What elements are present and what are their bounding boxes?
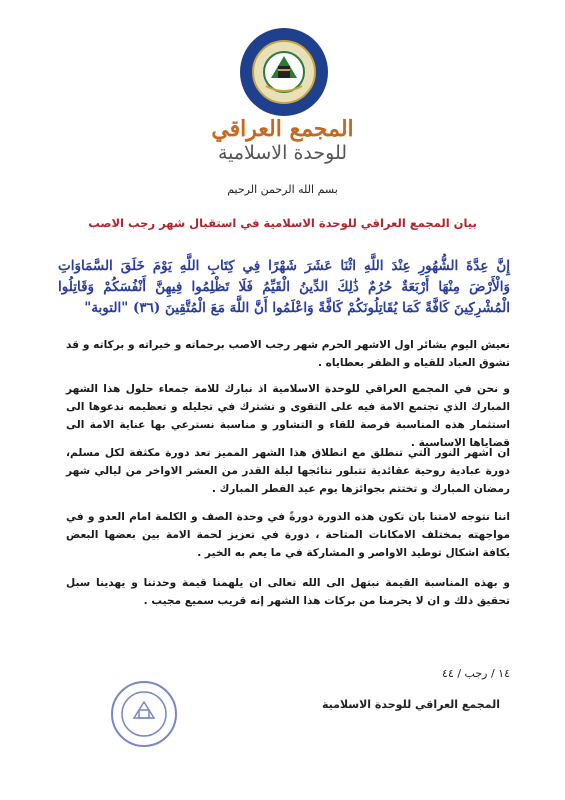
issue-date: ١٤ / رجب / ٤٤: [442, 667, 510, 680]
signature-line: المجمع العراقي للوحدة الاسلامية: [321, 698, 500, 711]
paragraph-3: ان اشهر النور التي تنطلق مع انطلاق هذا الشهر المميز تعد دورة مكثفة لكل مسلم، دورة عبادية روحية عقائدية تتبلور نتائجها ليلة القدر من العشر الاواخر من ليالي شهر رمضان المبارك و تختتم بجوائزها يوم عيد الفطر المبارك .: [66, 447, 510, 495]
statement-title: بيان المجمع العراقي للوحدة الاسلامية في استقبال شهر رجب الاصب: [88, 216, 477, 230]
organization-logo: [238, 26, 330, 118]
quran-verse: إِنَّ عِدَّةَ الشُّهُورِ عِنْدَ اللَّهِ اثْنَا عَشَرَ شَهْرًا فِي كِتَابِ اللَّهِ يَوْمَ خَلَقَ السَّمَاوَاتِ وَالْأَرْضَ مِنْهَا أَرْبَعَةٌ حُرُمٌ ذَٰلِكَ الدِّينُ الْقَيِّمُ فَلَا تَظْلِمُوا فِيهِنَّ أَنْفُسَكُمْ وَقَاتِلُوا الْمُشْرِكِينَ كَافَّةً كَمَا يُقَاتِلُونَكُمْ كَافَّةً وَاعْلَمُوا أَنَّ اللَّهَ مَعَ الْمُتَّقِينَ (٣٦) "التوبة": [58, 258, 510, 316]
paragraph-5: و بهذه المناسبة القيمة نبتهل الى الله تعالى ان يلهمنا قيمة وحدتنا و يهدينا سبل تحقيق ذلك و ان لا يحرمنا من بركات هذا الشهر إنه قريب سميع مجيب .: [66, 577, 510, 607]
basmala: بسم الله الرحمن الرحيم: [227, 183, 338, 196]
organization-subtitle: للوحدة الاسلامية: [217, 142, 348, 164]
paragraph-1: نعيش اليوم بشائر اول الاشهر الحرم شهر رجب الاصب برحماته و خيراته و بركاته و قد تشوق العباد للقياه و الظفر بعطاياه .: [66, 339, 510, 369]
organization-name: المجمع العراقي: [211, 116, 354, 142]
paragraph-4: اننا نتوجه لامتنا بان تكون هذه الدورة دورةً في وحدة الصف و الكلمة امام العدو و في مواجهته بمختلف الامكانات المتاحة ، دورة في تعزيز لحمة الامة بين بعضها البعض بكافة اشكال توطيد الاواصر و المشاركة في ما يعم به الخير .: [66, 511, 510, 559]
official-stamp: [110, 680, 178, 748]
paragraph-2: و نحن في المجمع العراقي للوحدة الاسلامية اذ نبارك للامة جمعاء حلول هذا الشهر المبارك الذي تجتمع الامة فيه على التقوى و تشترك في تجليله و تعظيمه ندعوها الى استثمار هذه المناسبة فرصة للقاء و التشاور و مناسبة نسترعي بها عناية الامة الى قضاياها الاساسية .: [66, 383, 510, 449]
